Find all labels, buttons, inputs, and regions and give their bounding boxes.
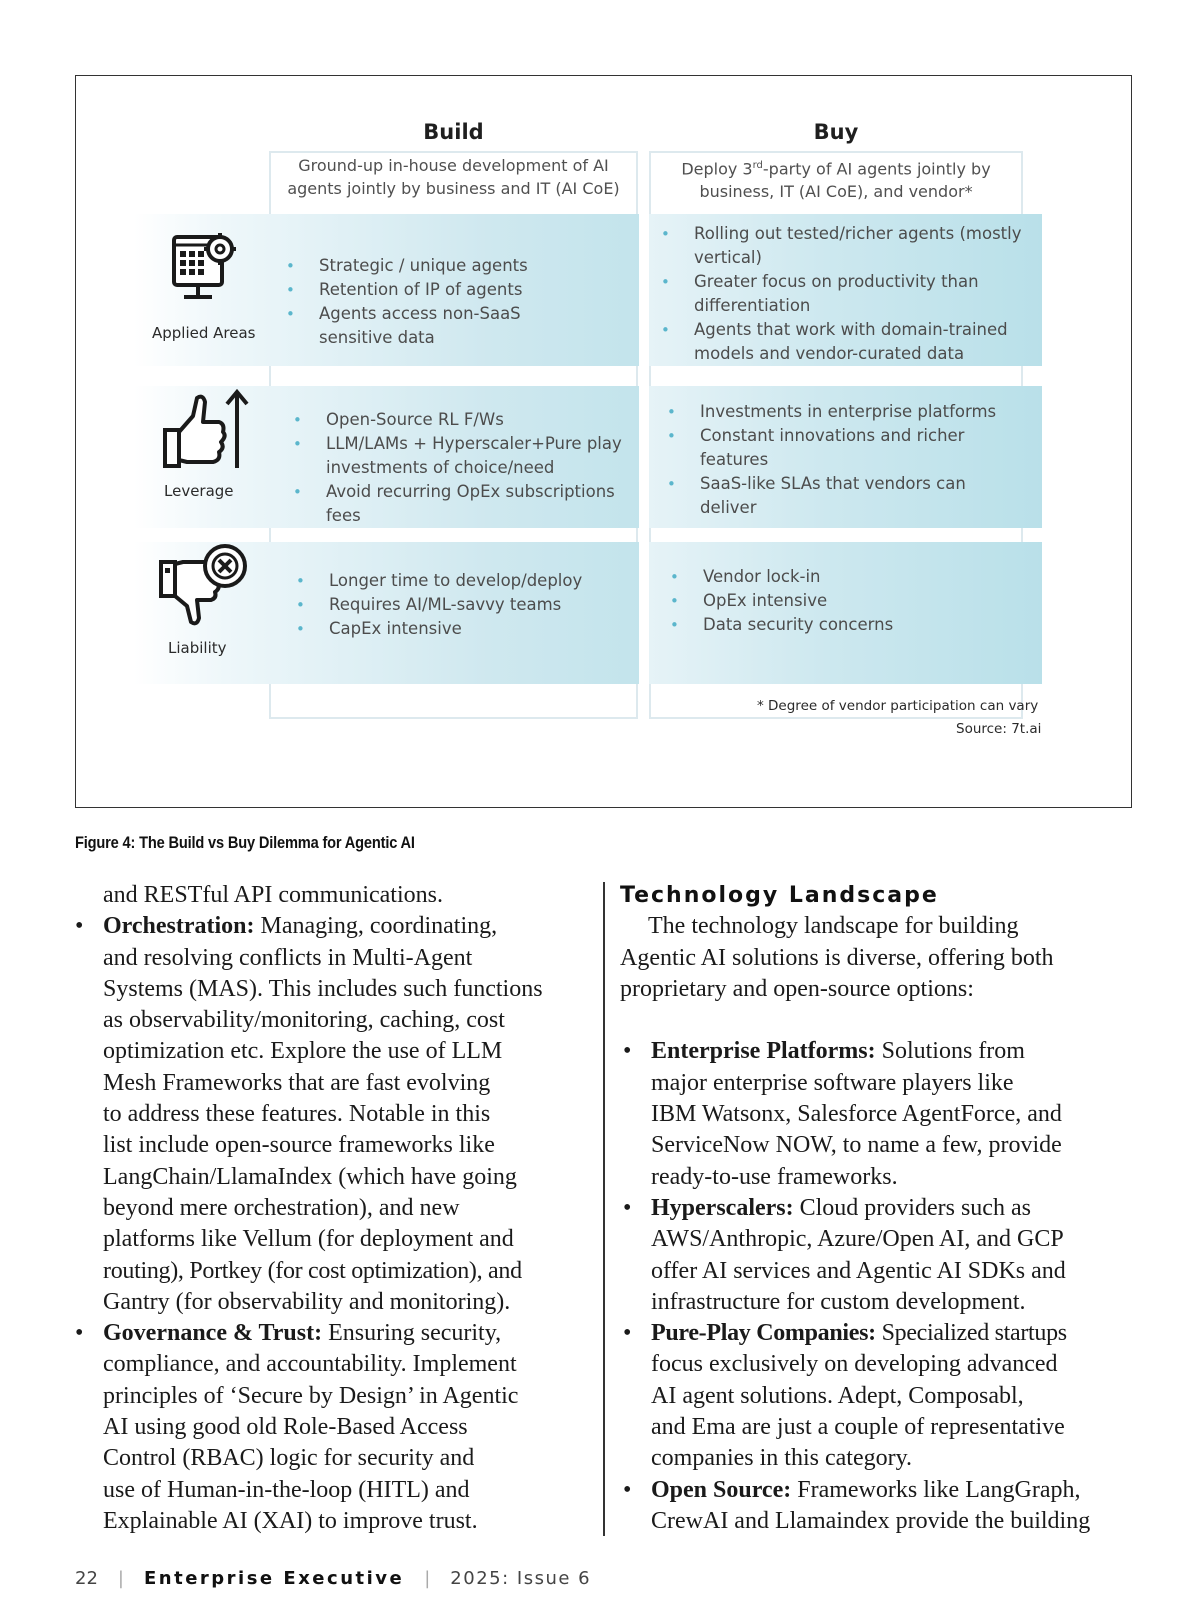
issue-label: 2025: Issue 6 [450,1568,592,1589]
build-vs-buy-diagram [76,76,1131,807]
list-item: • Open-Source RL F/Ws [293,408,633,432]
body-line: list include open-source frameworks like [103,1132,495,1159]
body-line: Gantry (for observability and monitoring). [103,1288,511,1315]
list-item: • Constant innovations and richer features [667,424,1037,472]
build-description [269,154,638,200]
list-item: • LLM/LAMs + Hyperscaler+Pure play investments of choice/need [293,432,633,480]
spacer [620,1005,1140,1036]
body-line: beyond mere orchestration), and new [103,1194,460,1221]
body-line: compliance, and accountability. Implement [103,1351,517,1378]
list-item-open-source: • Open Source: Frameworks like LangGraph, [620,1475,1140,1506]
liability-build-list [296,569,636,641]
list-item: • Investments in enterprise platforms [667,400,1037,424]
list-item: • Requires AI/ML-savvy teams [296,593,636,617]
body-line: as observability/monitoring, caching, cost [103,1007,505,1034]
page-footer: 22 | Enterprise Executive | 2025: Issue 6 [75,1568,592,1589]
body-line: AI agent solutions. Adept, Composabl, [651,1382,1024,1409]
body-line: Mesh Frameworks that are fast evolving [103,1069,491,1096]
body-line: and Ema are just a couple of representative [651,1414,1065,1441]
body-line: Agentic AI solutions is diverse, offering both [620,944,1054,971]
list-item: • Rolling out tested/richer agents (mostly vertical) [661,222,1041,270]
list-item: • Strategic / unique agents [286,254,616,278]
buy-desc-line: business, IT (AI CoE), and vendor* [699,182,973,202]
list-item-pure-play: • Pure-Play Companies: Specialized startups [620,1318,1140,1349]
liability-buy-list [670,565,1030,637]
body-line: Explainable AI (XAI) to improve trust. [103,1507,478,1534]
body-line: Systems (MAS). This includes such functions [103,975,543,1002]
left-column [72,880,592,1537]
list-item-enterprise-platforms: • Enterprise Platforms: Solutions from [620,1036,1140,1067]
body-line: ready-to-use frameworks. [651,1163,898,1190]
build-desc-line: agents jointly by business and IT (AI CoE) [287,179,620,198]
publication-name: Enterprise Executive [143,1568,405,1589]
body-line: major enterprise software players like [651,1069,1014,1096]
body-line: AI using good old Role-Based Access [103,1414,468,1441]
list-item: • CapEx intensive [296,617,636,641]
body-line: CrewAI and Llamaindex provide the building [651,1507,1091,1534]
applied-areas-buy-list [661,222,1041,366]
body-line: routing), Portkey (for cost optimization), and [103,1257,522,1284]
list-item: • Agents access non-SaaS sensitive data [286,302,616,350]
figure-frame [75,75,1132,808]
body-line: companies in this category. [651,1445,913,1472]
row-label-liability: Liability [168,639,227,657]
body-line: offer AI services and Agentic AI SDKs and [651,1257,1066,1284]
buy-header: Buy [813,120,859,144]
section-title: Technology Landscape [620,883,939,908]
thumbs-up-arrow-icon [146,386,256,480]
body-line: ServiceNow NOW, to name a few, provide [651,1132,1062,1159]
list-item: • OpEx intensive [670,589,1030,613]
body-line: The technology landscape for building [648,913,1019,940]
list-item-orchestration: • Orchestration: Managing, coordinating, [72,911,592,942]
leverage-buy-list [667,400,1037,520]
list-item: • Longer time to develop/deploy [296,569,636,593]
leverage-build-list [293,408,633,528]
list-item: • Data security concerns [670,613,1030,637]
body-line: proprietary and open-source options: [620,975,974,1002]
build-desc-line: Ground-up in-house development of AI [298,156,609,175]
applied-areas-build-list [286,254,616,350]
list-item: • Greater focus on productivity than differentiation [661,270,1041,318]
page-number: 22 [75,1568,98,1589]
list-item-hyperscalers: • Hyperscalers: Cloud providers such as [620,1193,1140,1224]
body-line: principles of ‘Secure by Design’ in Agentic [103,1382,519,1409]
thumbs-down-x-icon [146,542,256,641]
body-line: IBM Watsonx, Salesforce AgentForce, and [651,1101,1062,1128]
figure-caption: Figure 4: The Build vs Buy Dilemma for Agentic AI [75,833,415,852]
right-column [620,880,1140,1537]
list-item: • Retention of IP of agents [286,278,616,302]
build-header: Build [423,120,484,144]
row-label-leverage: Leverage [164,482,234,500]
body-line: AWS/Anthropic, Azure/Open AI, and GCP [651,1226,1064,1253]
body-line: and resolving conflicts in Multi-Agent [103,944,473,971]
buy-desc-line: Deploy 3rd-party of AI agents jointly by [681,159,991,179]
figure-footnote: * Degree of vendor participation can vary [757,698,1039,714]
body-line: to address these features. Notable in this [103,1101,491,1128]
buy-description [649,154,1023,203]
body-line: LangChain/LlamaIndex (which have going [103,1163,517,1190]
list-item-governance: • Governance & Trust: Ensuring security, [72,1318,592,1349]
list-item: • Vendor lock-in [670,565,1030,589]
body-line: platforms like Vellum (for deployment and [103,1226,514,1253]
list-item: • Avoid recurring OpEx subscriptions fees [293,480,633,528]
computer-settings-icon [146,231,256,315]
figure-source: Source: 7t.ai [956,721,1042,737]
body-line: focus exclusively on developing advanced [651,1351,1058,1378]
body-line: infrastructure for custom development. [651,1288,1026,1315]
row-label-applied-areas: Applied Areas [152,324,256,342]
body-line: optimization etc. Explore the use of LLM [103,1038,503,1065]
list-item: • SaaS-like SLAs that vendors can deliver [667,472,1037,520]
column-divider [603,882,605,1536]
body-line: and RESTful API communications. [103,882,443,908]
body-line: use of Human-in-the-loop (HITL) and [103,1476,470,1503]
list-item: • Agents that work with domain-trained models and vendor-curated data [661,318,1041,366]
body-line: Control (RBAC) logic for security and [103,1445,475,1472]
